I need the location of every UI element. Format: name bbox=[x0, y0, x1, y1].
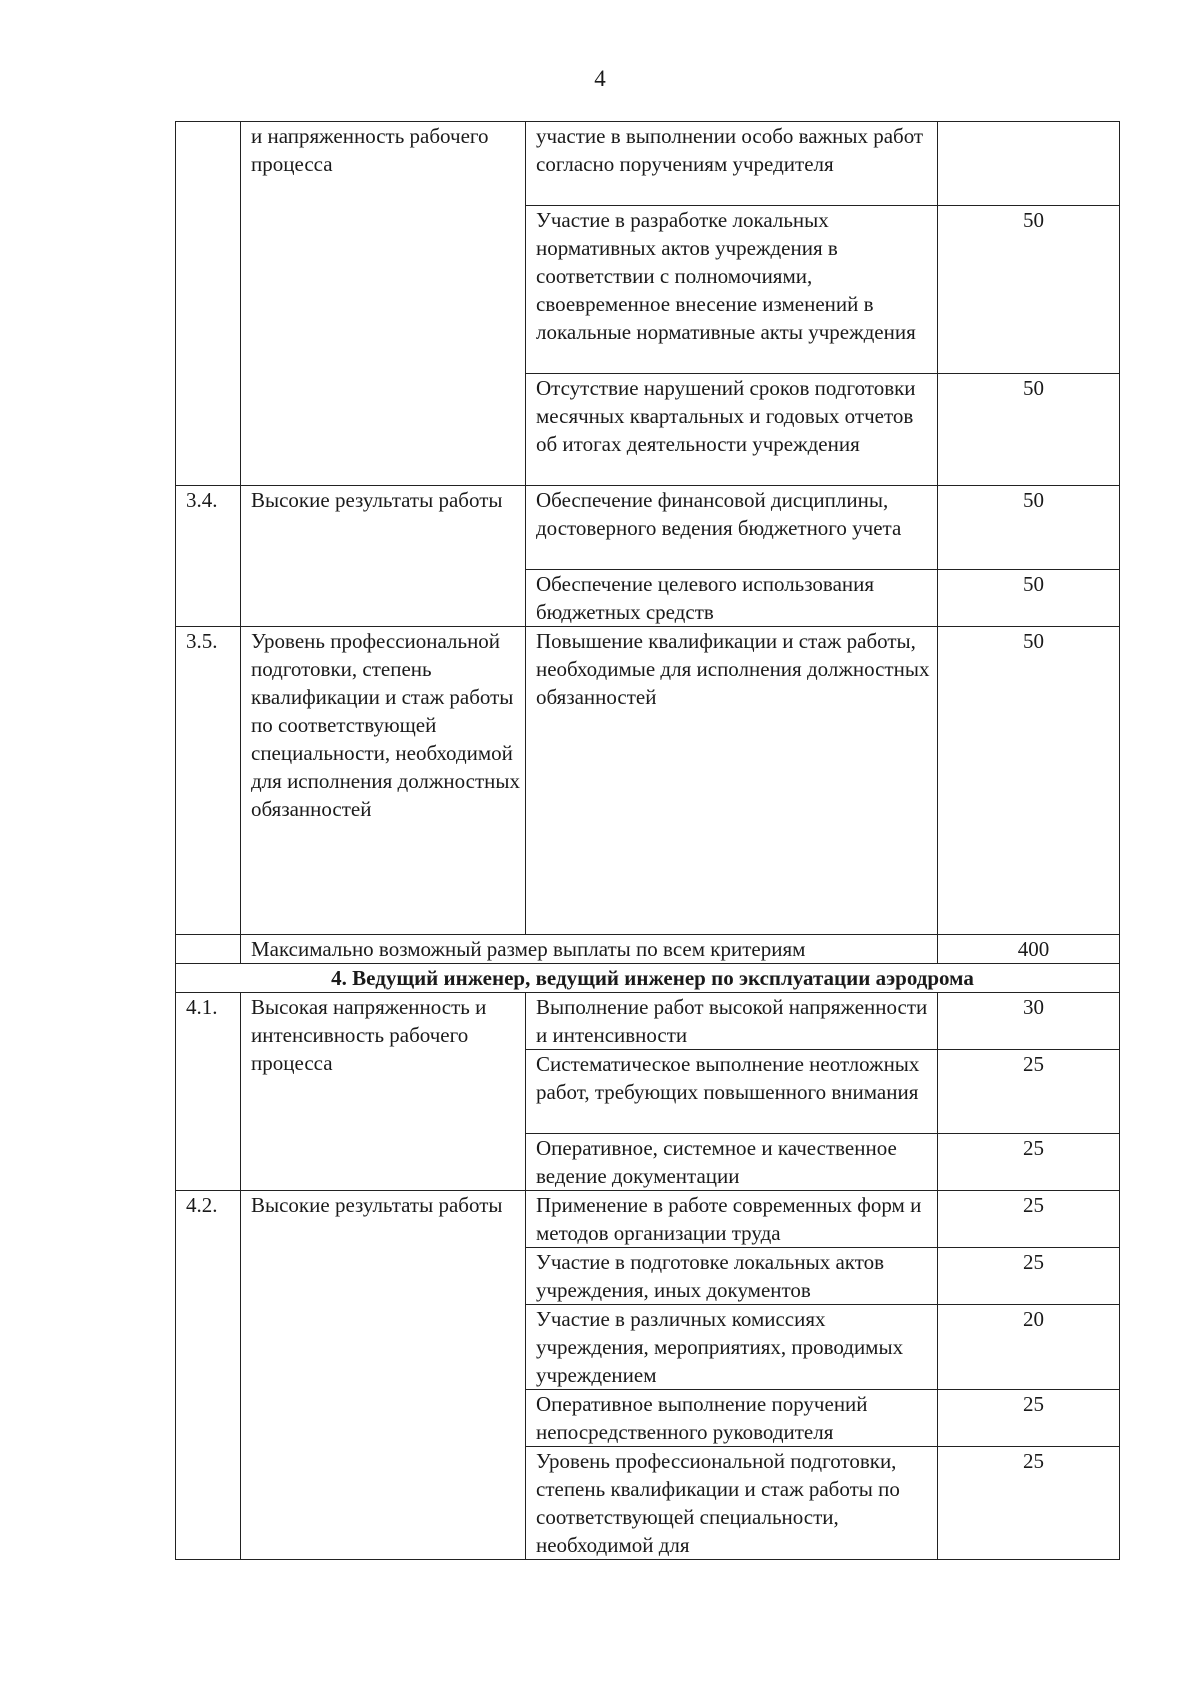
indicator-cell: Обеспечение целевого использования бюджетных средств bbox=[526, 570, 938, 627]
criteria-table bbox=[175, 121, 1120, 1560]
indicator-cell: Участие в различных комиссиях учреждения, мероприятиях, проводимых учреждением bbox=[526, 1305, 938, 1390]
indicator-cell: Уровень профессиональной подготовки, степень квалификации и стаж работы по соответствующей специальности, необходимой для bbox=[526, 1447, 938, 1560]
score-cell: 30 bbox=[938, 993, 1120, 1050]
score-cell: 50 bbox=[938, 627, 1120, 935]
criterion-cell: Высокая напряженность и интенсивность рабочего процесса bbox=[241, 993, 526, 1191]
score-cell: 20 bbox=[938, 1305, 1120, 1390]
indicator-cell: Обеспечение финансовой дисциплины, достоверного ведения бюджетного учета bbox=[526, 486, 938, 570]
row-number-cell bbox=[176, 935, 241, 964]
row-number-cell: 3.4. bbox=[176, 486, 241, 627]
score-cell: 50 bbox=[938, 486, 1120, 570]
total-row bbox=[176, 935, 1120, 964]
score-cell: 50 bbox=[938, 374, 1120, 486]
table-row bbox=[176, 1191, 1120, 1248]
indicator-cell: участие в выполнении особо важных работ согласно поручениям учредителя bbox=[526, 122, 938, 206]
indicator-cell: Систематическое выполнение неотложных работ, требующих повышенного внимания bbox=[526, 1050, 938, 1134]
table-row bbox=[176, 122, 1120, 206]
criterion-cell: Уровень профессиональной подготовки, степень квалификации и стаж работы по соответствующей специальности, необходимой для исполнения должностных обязанностей bbox=[241, 627, 526, 935]
section-title: 4. Ведущий инженер, ведущий инженер по эксплуатации аэродрома bbox=[176, 964, 1120, 993]
criterion-cell: и напряженность рабочего процесса bbox=[241, 122, 526, 486]
indicator-cell: Участие в подготовке локальных актов учреждения, иных документов bbox=[526, 1248, 938, 1305]
score-cell: 25 bbox=[938, 1050, 1120, 1134]
score-cell: 25 bbox=[938, 1248, 1120, 1305]
indicator-cell: Выполнение работ высокой напряженности и интенсивности bbox=[526, 993, 938, 1050]
score-cell: 25 bbox=[938, 1134, 1120, 1191]
row-number-cell: 3.5. bbox=[176, 627, 241, 935]
indicator-cell: Участие в разработке локальных нормативных актов учреждения в соответствии с полномочиями, своевременное внесение изменений в локальные нормативные акты учреждения bbox=[526, 206, 938, 374]
score-cell: 25 bbox=[938, 1447, 1120, 1560]
page-number: 4 bbox=[594, 66, 606, 91]
indicator-cell: Применение в работе современных форм и методов организации труда bbox=[526, 1191, 938, 1248]
criterion-cell: Высокие результаты работы bbox=[241, 486, 526, 627]
indicator-cell: Отсутствие нарушений сроков подготовки месячных квартальных и годовых отчетов об итогах деятельности учреждения bbox=[526, 374, 938, 486]
criterion-cell: Высокие результаты работы bbox=[241, 1191, 526, 1560]
table-row bbox=[176, 993, 1120, 1050]
table-row bbox=[176, 627, 1120, 935]
score-cell: 25 bbox=[938, 1390, 1120, 1447]
indicator-cell: Оперативное, системное и качественное ведение документации bbox=[526, 1134, 938, 1191]
score-cell bbox=[938, 122, 1120, 206]
score-cell: 25 bbox=[938, 1191, 1120, 1248]
total-label-cell: Максимально возможный размер выплаты по всем критериям bbox=[241, 935, 938, 964]
row-number-cell bbox=[176, 122, 241, 486]
table-row bbox=[176, 486, 1120, 570]
indicator-cell: Повышение квалификации и стаж работы, необходимые для исполнения должностных обязанностей bbox=[526, 627, 938, 935]
row-number-cell: 4.2. bbox=[176, 1191, 241, 1560]
row-number-cell: 4.1. bbox=[176, 993, 241, 1191]
score-cell: 50 bbox=[938, 206, 1120, 374]
score-cell: 50 bbox=[938, 570, 1120, 627]
indicator-cell: Оперативное выполнение поручений непосредственного руководителя bbox=[526, 1390, 938, 1447]
total-score-cell: 400 bbox=[938, 935, 1120, 964]
section-heading-row bbox=[176, 964, 1120, 993]
